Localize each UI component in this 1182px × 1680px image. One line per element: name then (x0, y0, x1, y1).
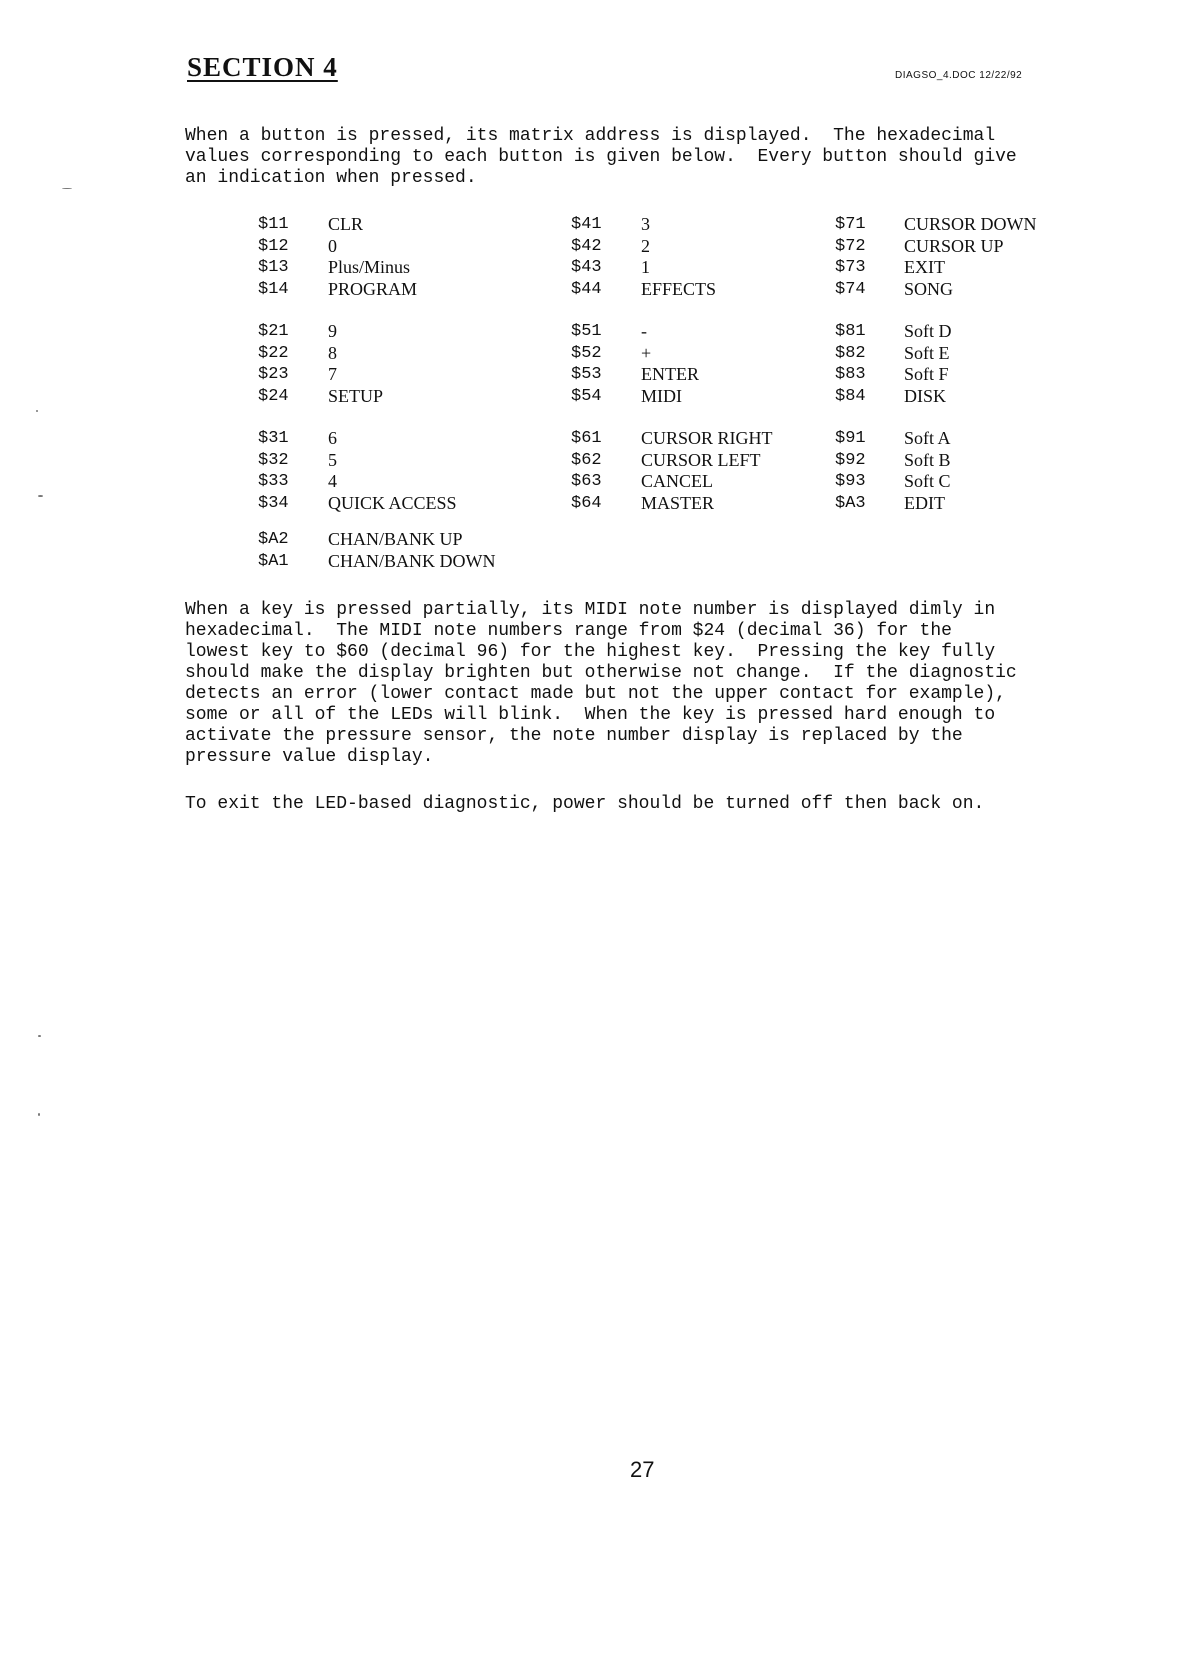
button-name: 7 (328, 364, 337, 384)
matrix-address: $62 (571, 450, 602, 470)
button-name: 3 (641, 214, 650, 234)
table-row (258, 386, 1078, 408)
matrix-address: $34 (258, 493, 289, 513)
matrix-address: $91 (835, 429, 866, 448)
button-name: ENTER (641, 364, 699, 384)
button-name: 6 (328, 428, 337, 448)
button-name: Plus/Minus (328, 257, 411, 277)
matrix-address: $11 (258, 215, 289, 234)
table-row (258, 214, 1078, 236)
table-row (258, 321, 1078, 343)
matrix-address: $74 (835, 279, 866, 299)
matrix-address: $14 (258, 279, 289, 299)
table-row (258, 257, 1078, 279)
button-name: PROGRAM (328, 278, 418, 299)
matrix-address: $43 (571, 258, 602, 277)
button-name: QUICK ACCESS (328, 492, 457, 513)
matrix-address: $22 (258, 343, 289, 363)
button-name: - (641, 321, 647, 341)
table-row (258, 279, 1078, 301)
button-name: MIDI (641, 385, 682, 406)
matrix-address: $13 (258, 258, 289, 277)
matrix-address: $A3 (835, 493, 866, 513)
matrix-address: $71 (835, 215, 866, 234)
button-name: Soft B (904, 449, 951, 470)
scan-mark (36, 410, 38, 412)
matrix-address: $64 (571, 493, 602, 513)
matrix-address: $61 (571, 429, 602, 448)
matrix-address: $12 (258, 236, 289, 256)
matrix-address: $93 (835, 472, 866, 491)
button-name: DISK (904, 385, 947, 406)
scan-mark (62, 188, 72, 189)
button-name: CURSOR LEFT (641, 449, 761, 470)
matrix-address: $54 (571, 386, 602, 406)
matrix-address: $82 (835, 343, 866, 363)
button-name: EDIT (904, 492, 945, 513)
button-name: Soft E (904, 342, 950, 363)
button-name: Soft D (904, 321, 952, 341)
scan-mark (38, 1035, 41, 1037)
table-row (258, 343, 1078, 365)
button-name: 9 (328, 321, 337, 341)
matrix-address: $41 (571, 215, 602, 234)
button-name: CLR (328, 214, 364, 234)
button-name: 0 (328, 235, 337, 256)
button-name: Soft F (904, 364, 949, 384)
matrix-address: $63 (571, 472, 602, 491)
matrix-address: $A2 (258, 530, 289, 549)
matrix-address: $31 (258, 429, 289, 448)
matrix-address: $44 (571, 279, 602, 299)
scan-mark (38, 1113, 40, 1116)
table-row (258, 428, 1078, 450)
button-name: 8 (328, 342, 337, 363)
matrix-address: $23 (258, 365, 289, 384)
table-row (258, 236, 1078, 258)
matrix-address: $84 (835, 386, 866, 406)
button-name: SONG (904, 278, 954, 299)
button-name: Soft A (904, 428, 951, 448)
matrix-address: $51 (571, 322, 602, 341)
table-row (258, 551, 1078, 573)
table-row (258, 450, 1078, 472)
table-row (258, 493, 1078, 515)
intro-paragraph: When a button is pressed, its matrix address is displayed. The hexadecimal values corresponding to each button is given below. Every button should give an indication when pressed. (185, 126, 1017, 188)
matrix-address: $32 (258, 450, 289, 470)
button-name: 4 (328, 471, 337, 491)
button-group (258, 428, 1078, 514)
section-title: SECTION 4 (187, 52, 338, 82)
button-name: CURSOR UP (904, 235, 1004, 256)
button-name: CURSOR RIGHT (641, 428, 773, 448)
document-reference: DIAGSO_4.DOC 12/22/92 (895, 70, 1023, 81)
matrix-address: $42 (571, 236, 602, 256)
button-name: 5 (328, 449, 337, 470)
button-name: CHAN/BANK DOWN (328, 550, 496, 571)
matrix-address: $83 (835, 365, 866, 384)
table-row (258, 529, 1078, 551)
button-name: CANCEL (641, 471, 713, 491)
button-name: EFFECTS (641, 278, 717, 299)
exit-instruction-paragraph: To exit the LED-based diagnostic, power should be turned off then back on. (185, 794, 985, 814)
matrix-address: $24 (258, 386, 289, 406)
matrix-address: $A1 (258, 551, 289, 571)
table-row (258, 364, 1078, 386)
button-name: EXIT (904, 257, 945, 277)
button-name: CHAN/BANK UP (328, 529, 463, 549)
matrix-address: $21 (258, 322, 289, 341)
button-name: MASTER (641, 492, 715, 513)
button-name: Soft C (904, 471, 951, 491)
button-name: CURSOR DOWN (904, 214, 1037, 234)
key-description-paragraph: When a key is pressed partially, its MIDI note number is displayed dimly in hexadecimal. The MIDI note numbers range from $24 (decimal 36) for the lowest key to $60 (decimal 96) for the highest key. Pressing the key fully should make the display brighten but otherwise not change. If the diagnostic detects an error (lower contact made but not the upper contact for example), some or all of the LEDs will blink. When the key is pressed hard enough to activate the pressure sensor, the note number display is replaced by the pressure value display. (185, 600, 1017, 767)
scan-mark (38, 495, 43, 497)
table-row (258, 471, 1078, 493)
button-name: 2 (641, 235, 650, 256)
button-name: + (641, 342, 652, 363)
matrix-address: $72 (835, 236, 866, 256)
matrix-address: $92 (835, 450, 866, 470)
matrix-address: $33 (258, 472, 289, 491)
matrix-address: $53 (571, 365, 602, 384)
matrix-address: $52 (571, 343, 602, 363)
matrix-address: $73 (835, 258, 866, 277)
matrix-address: $81 (835, 322, 866, 341)
page-number: 27 (630, 1457, 655, 1482)
button-name: 1 (641, 257, 650, 277)
button-group (258, 214, 1078, 300)
button-name: SETUP (328, 385, 384, 406)
button-group (258, 321, 1078, 407)
button-group (258, 529, 1078, 572)
